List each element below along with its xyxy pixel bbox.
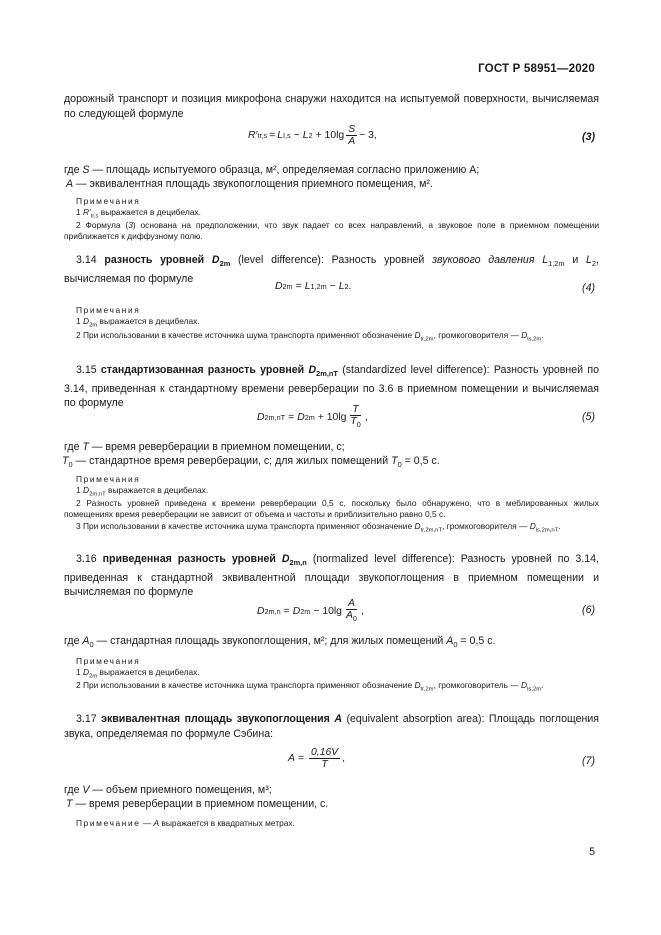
note-6-2: 2 При использовании в качестве источника шума транспорта применяют обозначение $D_{tr,2m}$, громкоговоритель — $D_{ls,2m}$. [76,680,544,693]
note-7: Примечание — A выражается в квадратных метрах. [76,818,295,828]
formula-6: D 2m,n = D 2m − 10lg $\frac{A}{A_0}$ , [257,598,364,624]
section-3-16: 3.16 приведенная разность уровней $D_{2m,n}$ (normalized level difference): Разность уровней по 3.14, приведенная к стандартной эквивалентной площади звукопоглощения в приемном помещении и вычисляемая по формуле [64,553,599,599]
formula-3: R′ tr,s = L I,s − L 2 + 10lg $\frac{S}{A}$ − 3, [248,124,377,147]
definition-a: A — эквивалентная площадь звукопоглощения приемного помещения, м². [66,178,433,190]
fraction-s-over-a: $\frac{S}{A}$ [348,124,356,147]
fraction-a-over-a0: $\frac{A}{A_0}$ [345,598,357,624]
note-4-1: 1 $D_{2m}$ выражается в децибелах. [76,316,200,330]
formula-6-number: (6) [582,604,595,616]
notes-4: Примечания 1 $D_{2m}$ выражается в децибелах. [76,305,599,332]
definition-v: где V — объем приемного помещения, м³; [64,784,272,796]
formula-7-number: (7) [582,755,595,767]
page-number: 5 [589,846,595,858]
note-4-2: 2 При использовании в качестве источника шума транспорта применяют обозначение $D_{tr,2m}$, громкоговорителя — $D_{ls,2m}$. [76,330,544,343]
formula-4: D 2m = L 1,2m − L 2 . [275,281,352,292]
definition-t0: $T_0$ — стандартное время реверберации, с; для жилых помещений $T_0 = 0,5$ с. [62,455,440,470]
notes-6: Примечания 1 $D_{2m}$ выражается в децибелах. [76,656,599,683]
intro-paragraph: дорожный транспорт и позиция микрофона снаружи находится на испытуемой поверхности, вычисляемая по следующей формуле [64,93,599,120]
section-3-17: 3.17 эквивалентная площадь звукопоглощения A (equivalent absorption area): Площадь поглощения звука, определяемая по формуле Сэбина: [64,713,599,740]
note-5-2: 2 Разность уровней приведена к времени реверберации 0,5 с, поскольку было обнаружено, что в меблированных жилых помещениях время реверберации не зависит от объема и частоты и приблизительно равно 0,5 с. [64,498,599,520]
note-5-3: 3 При использовании в качестве источника шума транспорта применяют обозначение $D_{tr,2m,nT}$, громкоговорителя — $D_{ls,2m,nT}$. [76,521,561,534]
definition-t-7: T — время реверберации в приемном помещении, с. [66,798,329,810]
formula-3-number: (3) [582,131,595,143]
section-3-15: 3.15 стандартизованная разность уровней $D_{2m,nT}$ (standardized level difference): Разность уровней по 3.14, приведенная к стандартному времени реверберации по 3.6 в приемном помещении и вычисляемая по формуле [64,364,599,410]
formula-7: A = $\frac{0,16V}{T}$ , [288,747,346,770]
note-6-1: 1 $D_{2m}$ выражается в децибелах. [76,667,200,681]
notes-5: Примечания 1 $D_{2m,nT}$ выражается в децибелах. [76,474,599,501]
definition-t: где T — время реверберации в приемном помещении, с; [64,441,345,453]
definition-s: где S — площадь испытуемого образца, м², определяемая согласно приложению А; [64,164,480,176]
section-3-14: 3.14 разность уровней $D_{2m}$ (level difference): Разность уровней звукового давления $L_{1,2m}$ и $L_2$, вычисляемая по формуле [64,254,599,285]
note-3-2: 2 Формула (3) основана на предположении, что звук падает со всех направлений, а звуковое поле в приемном помещении приближается к диффузному полю. [64,220,599,242]
note-5-1: 1 $D_{2m,nT}$ выражается в децибелах. [76,485,209,499]
fraction-016v-over-t: $\frac{0,16V}{T}$ [311,747,339,770]
formula-5-number: (5) [582,411,595,423]
note-3-1: 1 $R'_{tr,s}$ выражается в децибелах. [76,207,201,221]
definition-a0: где $A_0$ — стандартная площадь звукопоглощения, м²; для жилых помещений $A_0 = 0,5$ с. [64,635,496,650]
standard-header: ГОСТ Р 58951—2020 [478,63,595,75]
notes-title: Примечания [76,196,141,206]
formula-4-number: (4) [582,282,595,294]
fraction-t-over-t0: $\frac{T}{T_0}$ [350,404,361,430]
formula-5: D 2m,nT = D 2m + 10lg $\frac{T}{T_0}$ , [257,404,368,430]
